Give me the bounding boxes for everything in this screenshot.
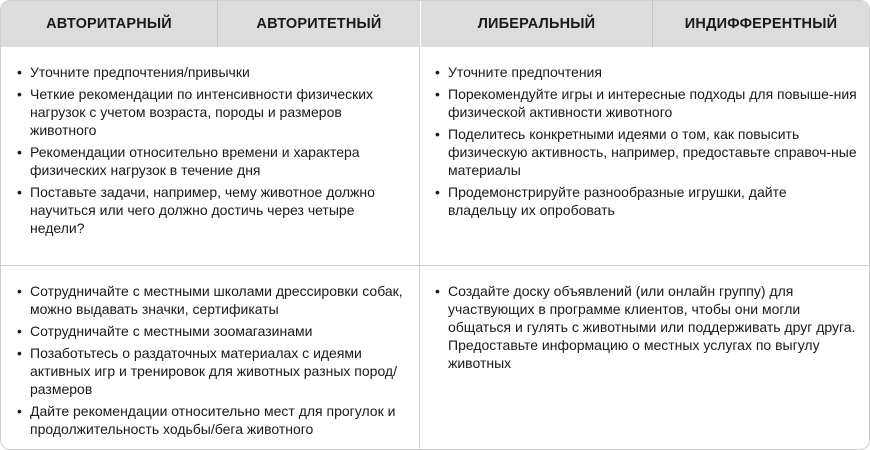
header-indifferent: ИНДИФФЕРЕНТНЫЙ: [684, 16, 838, 32]
list-item: • Сотрудничайте с местными школами дрессировки собак, можно выдавать значки, сертификаты: [17, 282, 407, 318]
bullet-list: [435, 63, 857, 219]
header-authoritarian: АВТОРИТАРНЫЙ: [1, 1, 218, 47]
list-item: • Уточните предпочтения: [435, 63, 857, 81]
table-header: [1, 1, 869, 47]
table-cell: [420, 266, 869, 449]
list-item: • Продемонстрируйте разнообразные игрушки, дайте владельцу их опробовать: [435, 183, 857, 219]
table-cell: [1, 266, 420, 449]
list-item: • Уточните предпочтения/привычки: [17, 63, 407, 81]
list-item: • Четкие рекомендации по интенсивности физических нагрузок с учетом возраста, породы и размеров животного: [17, 85, 407, 139]
bullet-list: [17, 282, 407, 438]
table-row: [1, 265, 869, 449]
list-item: • Сотрудничайте с местными зоомагазинами: [17, 322, 407, 340]
header-liberal: ЛИБЕРАЛЬНЫЙ: [421, 1, 653, 47]
list-item: • Дайте рекомендации относительно мест для прогулок и продолжительность ходьбы/бега животного: [17, 402, 407, 438]
list-item: • Создайте доску объявлений (или онлайн группу) для участвующих в программе клиентов, чтобы они могли общаться и гулять с животными или поддерживать друг друга. Предоставьте информацию о местных услугах по выгулу животных: [435, 282, 857, 372]
list-item: • Порекомендуйте игры и интересные подходы для повыше-ния физической активности животного: [435, 85, 857, 121]
bullet-list: [435, 282, 857, 372]
header-authoritative: АВТОРИТЕТНЫЙ: [218, 1, 421, 47]
list-item: • Поставьте задачи, например, чему животное должно научиться или чего должно достичь через четыре недели?: [17, 183, 407, 237]
table-cell: [1, 47, 420, 265]
list-item: • Рекомендации относительно времени и характера физических нагрузок в течение дня: [17, 143, 407, 179]
list-item: • Поделитесь конкретными идеями о том, как повысить физическую активность, например, предоставьте справоч-ные материалы: [435, 125, 857, 179]
table-cell: [420, 47, 869, 265]
bullet-list: [17, 63, 407, 237]
table-row: [1, 47, 869, 265]
list-item: • Позаботьтесь о раздаточных материалах с идеями активных игр и тренировок для животных разных пород/размеров: [17, 344, 407, 398]
